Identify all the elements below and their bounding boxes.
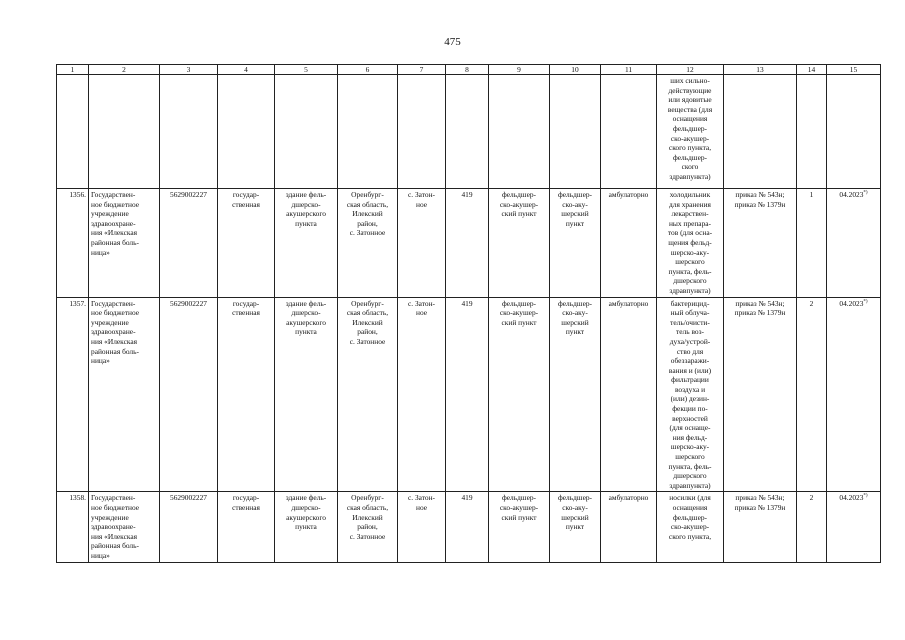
ownership-cell: государ- ственная xyxy=(218,189,275,298)
col-header-8: 8 xyxy=(446,65,489,75)
row-number: 1358. xyxy=(57,492,89,562)
col-header-3: 3 xyxy=(160,65,218,75)
organization-cell: Государствен- ное бюджетное учреждение здравоохране- ния «Илекская районная боль- ница» xyxy=(89,492,160,562)
inn-cell: 5629002227 xyxy=(160,297,218,492)
equipment-cell: бактерицид- ный облуча- тель/очисти- тель воз- духа/устрой- ство для обеззаражи- вания и (или) фильтрации воздуха и (или) дезин- фекции по- верхностей (для оснаще- ния фельд- шерско-аку- шерского пункта, фель- дшерского здравпункта) xyxy=(657,297,724,492)
quantity-cell: 2 xyxy=(797,297,827,492)
equipment-cell: ших сильно- действующие или ядовитые вещества (для оснащения фельдшер- ско-акушер- ского пункта, фельдшер- ского здравпункта) xyxy=(657,75,724,189)
code-cell: 419 xyxy=(446,189,489,298)
code-cell: 419 xyxy=(446,297,489,492)
organization-cell: Государствен- ное бюджетное учреждение здравоохране- ния «Илекская районная боль- ница» xyxy=(89,189,160,298)
orders-cell: приказ № 543н; приказ № 1379н xyxy=(724,189,797,298)
building-cell: здание фель- дшерско- акушерского пункта xyxy=(275,297,338,492)
col-header-14: 14 xyxy=(797,65,827,75)
locality-cell: с. Затон- ное xyxy=(398,297,446,492)
quantity-cell: 1 xyxy=(797,189,827,298)
unit-type-cell: фельдшер- ско-акушер- ский пункт xyxy=(489,297,550,492)
table-row-continuation xyxy=(57,75,881,189)
ownership-cell: государ- ственная xyxy=(218,492,275,562)
col-header-9: 9 xyxy=(489,65,550,75)
unit-type-cell: фельдшер- ско-акушер- ский пункт xyxy=(489,189,550,298)
locality-cell: с. Затон- ное xyxy=(398,492,446,562)
equipment-cell: холодильник для хранения лекарствен- ных препара- тов (для осна- щения фельд- шерско-аку- шерского пункта, фель- дшерского здравпункта) xyxy=(657,189,724,298)
date-footnote-mark: *) xyxy=(863,190,868,196)
date-footnote-mark: *) xyxy=(863,299,868,305)
date-footnote-mark: *) xyxy=(863,493,868,499)
row-number: 1356. xyxy=(57,189,89,298)
date-cell xyxy=(827,492,881,562)
table-row xyxy=(57,492,881,562)
care-form-cell: амбулаторно xyxy=(601,492,657,562)
building-cell: здание фель- дшерско- акушерского пункта xyxy=(275,492,338,562)
col-header-2: 2 xyxy=(89,65,160,75)
equipment-cell: носилки (для оснащения фельдшер- ско-акушер- ского пункта, xyxy=(657,492,724,562)
col-header-12: 12 xyxy=(657,65,724,75)
column-number-row xyxy=(57,65,881,75)
code-cell: 419 xyxy=(446,492,489,562)
inn-cell: 5629002227 xyxy=(160,189,218,298)
row-number: 1357. xyxy=(57,297,89,492)
date-value: 04.2023 xyxy=(839,298,864,308)
col-header-11: 11 xyxy=(601,65,657,75)
col-header-13: 13 xyxy=(724,65,797,75)
care-form-cell: амбулаторно xyxy=(601,297,657,492)
date-cell xyxy=(827,189,881,298)
col-header-15: 15 xyxy=(827,65,881,75)
unit-name-cell: фельдшер- ско-аку- шерский пункт xyxy=(550,189,601,298)
ownership-cell: государ- ственная xyxy=(218,297,275,492)
date-value: 04.2023 xyxy=(839,190,864,199)
address-cell: Оренбург- ская область, Илекский район, с. Затонное xyxy=(338,492,398,562)
quantity-cell: 2 xyxy=(797,492,827,562)
organization-cell: Государствен- ное бюджетное учреждение здравоохране- ния «Илекская районная боль- ница» xyxy=(89,297,160,492)
address-cell: Оренбург- ская область, Илекский район, с. Затонное xyxy=(338,189,398,298)
date-value: 04.2023 xyxy=(839,493,864,503)
date-cell xyxy=(827,297,881,492)
col-header-1: 1 xyxy=(57,65,89,75)
col-header-10: 10 xyxy=(550,65,601,75)
col-header-5: 5 xyxy=(275,65,338,75)
address-cell: Оренбург- ская область, Илекский район, с. Затонное xyxy=(338,297,398,492)
table-row xyxy=(57,189,881,298)
col-header-6: 6 xyxy=(338,65,398,75)
page-number: 475 xyxy=(444,36,461,48)
col-header-7: 7 xyxy=(398,65,446,75)
locality-cell: с. Затон- ное xyxy=(398,189,446,298)
registry-table xyxy=(56,64,881,563)
unit-type-cell: фельдшер- ско-акушер- ский пункт xyxy=(489,492,550,562)
unit-name-cell: фельдшер- ско-аку- шерский пункт xyxy=(550,297,601,492)
col-header-4: 4 xyxy=(218,65,275,75)
care-form-cell: амбулаторно xyxy=(601,189,657,298)
building-cell: здание фель- дшерско- акушерского пункта xyxy=(275,189,338,298)
unit-name-cell: фельдшер- ско-аку- шерский пункт xyxy=(550,492,601,562)
table-row xyxy=(57,297,881,492)
inn-cell: 5629002227 xyxy=(160,492,218,562)
orders-cell: приказ № 543н; приказ № 1379н xyxy=(724,297,797,492)
orders-cell: приказ № 543н; приказ № 1379н xyxy=(724,492,797,562)
